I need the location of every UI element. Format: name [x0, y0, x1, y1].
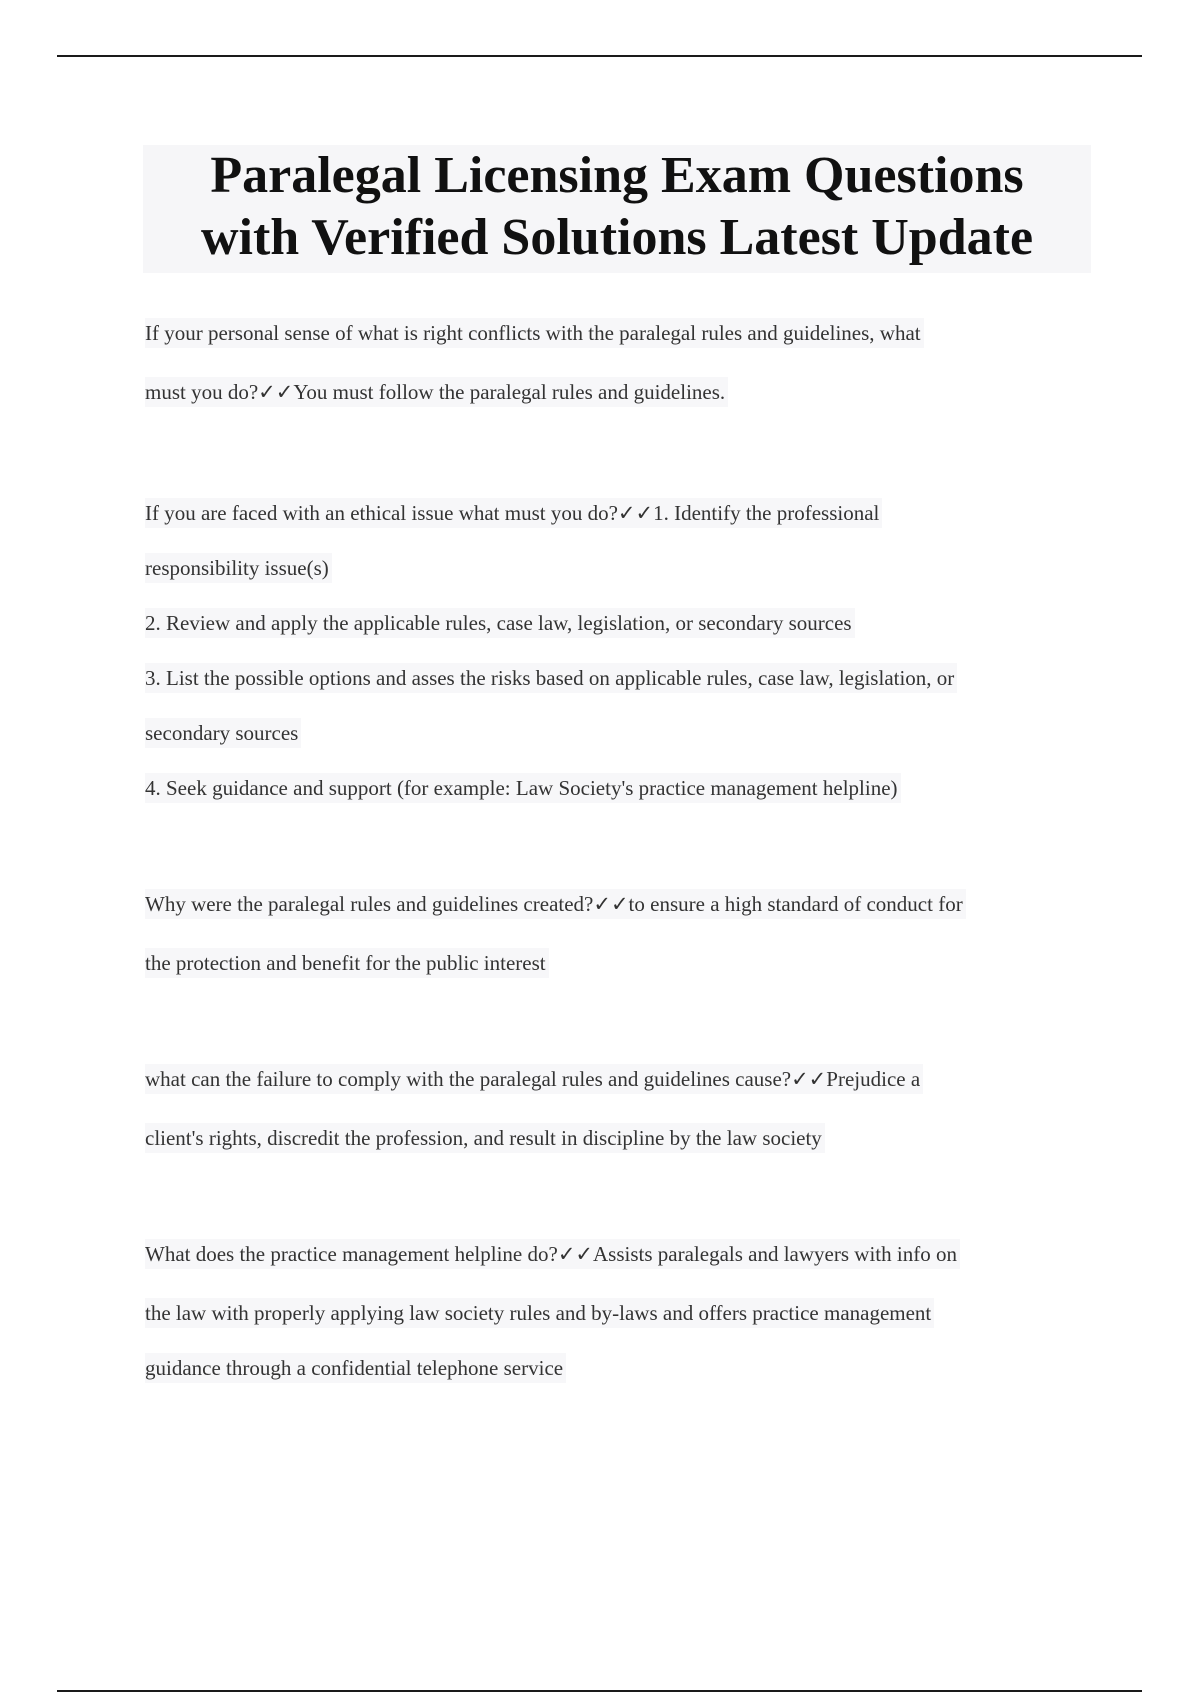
qa-list [145, 318, 1095, 1443]
qa-line: 2. Review and apply the applicable rules, case law, legislation, or secondary sources [145, 608, 855, 638]
qa-line: responsibility issue(s) [145, 553, 332, 583]
qa-line: client's rights, discredit the profession, and result in discipline by the law society [145, 1123, 825, 1153]
qa-line: 4. Seek guidance and support (for example: Law Society's practice management helpline) [145, 773, 901, 803]
qa-line: 3. List the possible options and asses the risks based on applicable rules, case law, legislation, or [145, 663, 957, 693]
qa-entry [145, 1239, 1095, 1383]
document-title-line-1: Paralegal Licensing Exam Questions [210, 147, 1024, 204]
top-rule [57, 55, 1142, 57]
qa-line: the law with properly applying law society rules and by-laws and offers practice management [145, 1298, 934, 1328]
qa-entry [145, 318, 1095, 407]
qa-entry [145, 889, 1095, 978]
title-block [143, 145, 1091, 273]
qa-line: If your personal sense of what is right conflicts with the paralegal rules and guidelines, what [145, 318, 924, 348]
bottom-rule [57, 1690, 1142, 1692]
qa-line: must you do?✓✓You must follow the paralegal rules and guidelines. [145, 377, 728, 407]
qa-line: secondary sources [145, 718, 301, 748]
document-title-line-2: with Verified Solutions Latest Update [200, 209, 1034, 266]
qa-line: the protection and benefit for the public interest [145, 948, 549, 978]
qa-line: guidance through a confidential telephone service [145, 1353, 566, 1383]
qa-line: What does the practice management helpline do?✓✓Assists paralegals and lawyers with info on [145, 1239, 960, 1269]
qa-line: what can the failure to comply with the paralegal rules and guidelines cause?✓✓Prejudice a [145, 1064, 923, 1094]
qa-line: Why were the paralegal rules and guidelines created?✓✓to ensure a high standard of conduct for [145, 889, 966, 919]
qa-entry [145, 1064, 1095, 1153]
qa-line: If you are faced with an ethical issue what must you do?✓✓1. Identify the professional [145, 498, 882, 528]
qa-entry [145, 498, 1095, 803]
